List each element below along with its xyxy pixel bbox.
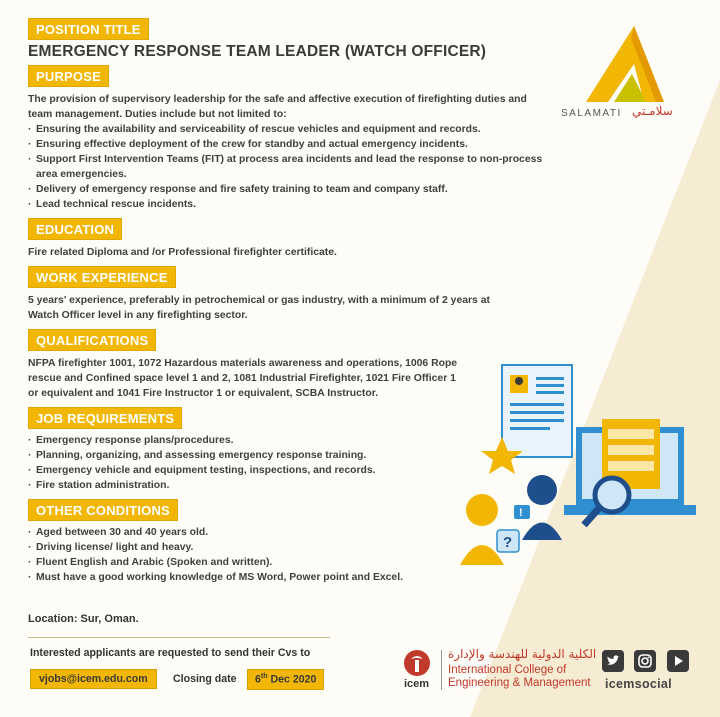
list-item: · Fire station administration. [28, 478, 548, 493]
job-requirements-label: JOB REQUIREMENTS [28, 407, 182, 429]
other-conditions-label: OTHER CONDITIONS [28, 499, 178, 521]
closing-day-suffix: th [260, 673, 268, 680]
twitter-icon[interactable] [602, 650, 624, 672]
closing-date-label: Closing date [173, 673, 237, 685]
college-name-line-2: Engineering & Management [448, 677, 591, 689]
purpose-label: PURPOSE [28, 65, 109, 87]
icem-logo-icon [402, 648, 432, 678]
svg-text:!: ! [519, 507, 523, 519]
work-experience-label: WORK EXPERIENCE [28, 266, 176, 288]
footer-divider [28, 637, 330, 638]
college-name-line-1: International College of [448, 664, 567, 676]
application-email[interactable]: vjobs@icem.edu.com [30, 669, 157, 689]
education-label: EDUCATION [28, 218, 122, 240]
list-item: · Ensuring effective deployment of the crew for standby and actual emergency incidents. [28, 137, 548, 152]
list-item: · Planning, organizing, and assessing emergency response training. [28, 448, 548, 463]
instagram-icon[interactable] [634, 650, 656, 672]
list-item: · Aged between 30 and 40 years old. [28, 525, 548, 540]
list-item: · Delivery of emergency response and fire safety training to team and company staff. [28, 182, 548, 197]
closing-day: 6 [255, 673, 261, 686]
qualifications-text: NFPA firefighter 1001, 1072 Hazardous materials awareness and operations, 1006 Rope rescue and Confined space level 1 and 2, 1081 Industrial Firefighter, 1021 Fire Officer 1 or equivalent and 1041 Fire Instructor 1 or equivalent, SCBA Instructor. [28, 358, 458, 399]
purpose-list [28, 122, 548, 212]
list-item: · Fluent English and Arabic (Spoken and written). [28, 555, 548, 570]
recruitment-illustration [452, 355, 710, 575]
salamati-logo-text: SALAMATI [561, 108, 622, 119]
college-name-arabic: الكلية الدولية للهندسة والإدارة [448, 647, 597, 661]
work-experience-text: 5 years' experience, preferably in petrochemical or gas industry, with a minimum of 2 years at Watch Officer level in any firefighting sector. [28, 295, 490, 321]
purpose-intro: The provision of supervisory leadership for the safe and affective execution of firefighting duties and team management. Duties include but not limited to: [28, 94, 527, 120]
education-text: Fire related Diploma and /or Professional firefighter certificate. [28, 247, 337, 258]
list-item: · Lead technical rescue incidents. [28, 197, 548, 212]
closing-date [247, 669, 324, 690]
list-item: · Emergency response plans/procedures. [28, 433, 548, 448]
logo-divider [441, 650, 442, 690]
list-item: · Must have a good working knowledge of MS Word, Power point and Excel. [28, 570, 548, 585]
svg-text:?: ? [503, 534, 513, 551]
social-handle[interactable]: icemsocial [605, 677, 672, 691]
youtube-icon[interactable] [667, 650, 689, 672]
salamati-logo-arabic: سلامـتي [632, 104, 673, 118]
closing-month-year: Dec 2020 [267, 673, 317, 686]
position-title-label: POSITION TITLE [28, 18, 149, 40]
list-item: · Ensuring the availability and serviceability of rescue vehicles and equipment and records. [28, 122, 548, 137]
list-item: · Driving license/ light and heavy. [28, 540, 548, 555]
job-location: Location: Sur, Oman. [28, 613, 139, 625]
college-name-english [448, 664, 591, 690]
list-item: · Emergency vehicle and equipment testing, inspections, and records. [28, 463, 548, 478]
job-title: EMERGENCY RESPONSE TEAM LEADER (WATCH OFFICER) [28, 43, 487, 60]
qualifications-label: QUALIFICATIONS [28, 329, 156, 351]
list-item: · Support First Intervention Teams (FIT) at process area incidents and lead the response to non-process area emergencies. [28, 152, 548, 182]
application-instructions: Interested applicants are requested to send their Cvs to [30, 647, 311, 659]
icem-logo-text: icem [404, 678, 430, 690]
social-icons [602, 650, 695, 677]
